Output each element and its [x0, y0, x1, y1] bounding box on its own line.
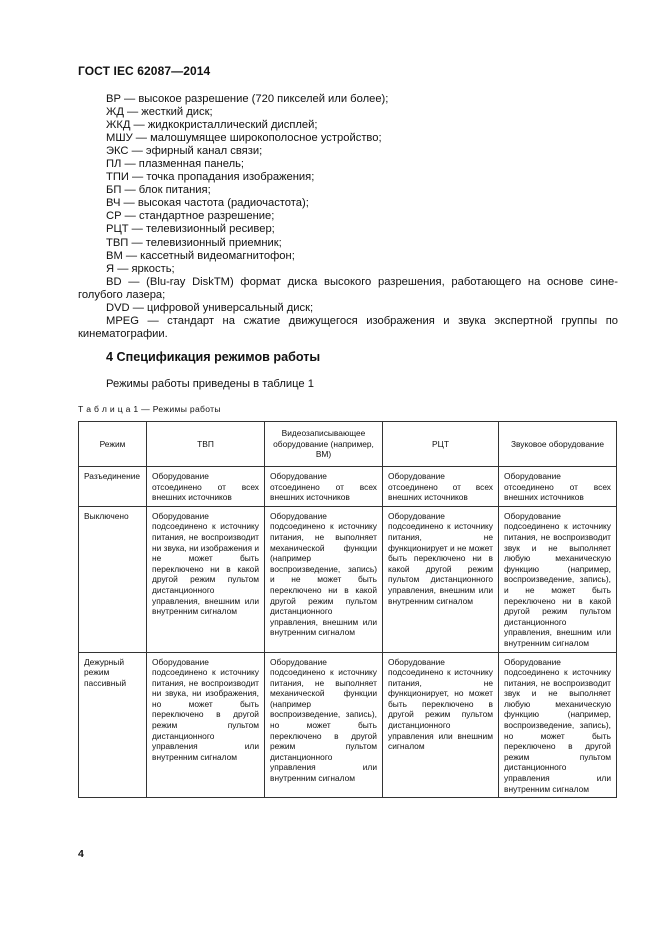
table-cell: Оборудование отсоединено от всех внешних источников — [147, 467, 265, 507]
table-cell: Оборудование подсоединено к источнику питания, не функционирует и не может быть переключено ни в какой другой режим пультом дистанционного управления, внешним или внутренним сигналом — [383, 506, 499, 652]
table-cell: Оборудование подсоединено к источнику питания, не воспроизводит звук и не выполняет любую механическую функцию (например, воспроизведение, запись), но может быть переключено в другой режим пультом дистанционного управления или внутренним сигналом — [499, 652, 617, 798]
abbreviation-item: ЖД — жесткий диск; — [106, 106, 213, 119]
table-cell: Оборудование отсоединено от всех внешних источников — [265, 467, 383, 507]
modes-table — [78, 421, 617, 798]
abbreviation-item: МШУ — малошумящее широкополосное устройство; — [106, 132, 382, 145]
table-cell: Оборудование подсоединено к источнику питания, не выполняет механической функции (например воспроизведение, запись) и не может быть переключено ни в какой другой режим пультом дистанционного управления, внешним или внутренним сигналом — [265, 506, 383, 652]
abbreviation-item: БП — блок питания; — [106, 184, 211, 197]
abbreviation-item: ПЛ — плазменная панель; — [106, 158, 245, 171]
abbreviation-item: Я — яркость; — [106, 262, 175, 275]
abbreviation-item: РЦТ — телевизионный ресивер; — [106, 223, 275, 236]
abbreviation-item: ТПИ — точка пропадания изображения; — [106, 171, 315, 184]
section-lead: Режимы работы приведены в таблице 1 — [106, 378, 314, 390]
table-cell: Оборудование отсоединено от всех внешних источников — [499, 467, 617, 507]
section-title: 4 Спецификация режимов работы — [106, 350, 321, 364]
abbreviation-item: DVD — цифровой универсальный диск; — [106, 301, 314, 314]
abbreviation-item: BD — (Blu-ray DiskTM) формат диска высокого разрешения, работающего на основе сине-голубого лазера; — [78, 275, 618, 301]
table-cell: Оборудование подсоединено к источнику питания, не воспроизводит звук и не выполняет любую механическую функцию (например, воспроизведение, запись), и не может быть переключено ни в какой другой режим пультом дистанционного управления, внешним или внутренним сигналом — [499, 506, 617, 652]
abbreviation-item: MPEG — стандарт на сжатие движущегося изображения и звука экспертной группы по кинематографии. — [78, 314, 618, 340]
table-row — [79, 467, 617, 507]
column-header: ТВП — [147, 422, 265, 467]
table-row — [79, 652, 617, 798]
abbreviation-item: ТВП — телевизионный приемник; — [106, 236, 282, 249]
mode-cell: Разъединение — [79, 467, 147, 507]
table-cell: Оборудование подсоединено к источнику питания, не выполняет механической функции (например воспроизведение, запись), но может быть переключено в другой режим пультом дистанционного управления или внутренним сигналом — [265, 652, 383, 798]
mode-cell: Дежурный режим пассивный — [79, 652, 147, 798]
table-cell: Оборудование подсоединено к источнику питания, не воспроизводит ни звука, ни изображения и не может быть переключено ни в какой другой режим пультом дистанционного управления, внешним или внутренним сигналом — [147, 506, 265, 652]
abbreviation-item: ВР — высокое разрешение (720 пикселей или более); — [106, 93, 389, 105]
table-cell: Оборудование подсоединено к источнику питания, не функционирует, но может быть переключено в другой режим пультом дистанционного управления или внешним сигналом — [383, 652, 499, 798]
column-header: РЦТ — [383, 422, 499, 467]
abbreviation-item: ВЧ — высокая частота (радиочастота); — [106, 197, 309, 210]
table-caption: Т а б л и ц а 1 — Режимы работы — [78, 404, 221, 414]
table-cell: Оборудование отсоединено от всех внешних источников — [383, 467, 499, 507]
abbreviation-item: СР — стандартное разрешение; — [106, 210, 275, 223]
abbreviation-item: ВМ — кассетный видеомагнитофон; — [106, 249, 295, 262]
table-header-row — [79, 422, 617, 467]
page-number: 4 — [78, 848, 84, 860]
table-cell: Оборудование подсоединено к источнику питания, не воспроизводит ни звука, ни изображения, но может быть переключено в другой режим пультом дистанционного управления или внутренним сигналом — [147, 652, 265, 798]
table-row — [79, 506, 617, 652]
abbreviation-item: ЖКД — жидкокристаллический дисплей; — [106, 119, 318, 132]
column-header: Звуковое оборудование — [499, 422, 617, 467]
column-header: Режим — [79, 422, 147, 467]
abbreviation-list — [78, 93, 618, 341]
mode-cell: Выключено — [79, 506, 147, 652]
column-header: Видеозаписывающее оборудование (например, ВМ) — [265, 422, 383, 467]
abbreviation-item: ЭКС — эфирный канал связи; — [106, 145, 263, 158]
document-header: ГОСТ IEC 62087—2014 — [78, 64, 211, 78]
